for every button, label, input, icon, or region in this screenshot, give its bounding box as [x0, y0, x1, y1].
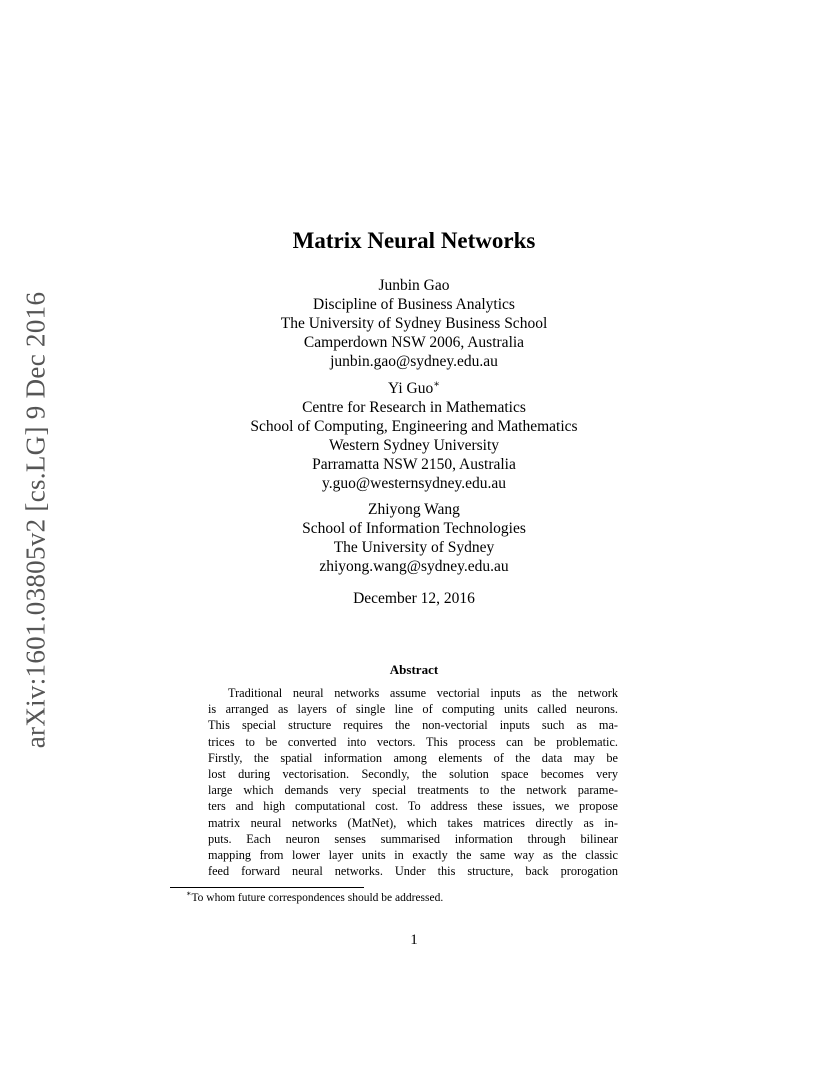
page-number: 1	[410, 932, 418, 948]
author-block-2	[0, 379, 828, 493]
author-name: Zhiyong Wang	[368, 501, 460, 518]
author-email[interactable]: y.guo@westernsydney.edu.au	[321, 475, 506, 492]
abstract-line: Firstly, the spatial information among elements of the data may be	[208, 750, 618, 765]
affiliation-line: Parramatta NSW 2150, Australia	[312, 456, 516, 473]
author-name: Junbin Gao	[378, 277, 450, 294]
affiliation-line: Camperdown NSW 2006, Australia	[303, 334, 525, 351]
affiliation-line: Discipline of Business Analytics	[313, 296, 515, 313]
affiliation-line: Centre for Research in Mathematics	[302, 399, 526, 416]
footnote-marker: ∗	[186, 889, 192, 899]
footnote	[186, 889, 444, 904]
abstract-line: matrix neural networks (MatNet), which takes matrices directly as in-	[208, 815, 618, 830]
abstract-line: ters and high computational cost. To address these issues, we propose	[208, 799, 618, 814]
affiliation-line: School of Information Technologies	[302, 520, 526, 537]
abstract-line: feed forward neural networks. Under this structure, back prorogation	[208, 864, 618, 879]
author-email[interactable]: junbin.gao@sydney.edu.au	[330, 353, 498, 370]
abstract-line: trices to be converted into vectors. This process can be problematic.	[208, 734, 618, 749]
abstract-line: large which demands very special treatments to the network parame-	[208, 783, 618, 798]
footnote-marker: ∗	[433, 378, 440, 390]
abstract-line: Traditional neural networks assume vectorial inputs as the network	[228, 686, 618, 700]
arxiv-identifier-stamp[interactable]: arXiv:1601.03805v2 [cs.LG] 9 Dec 2016	[20, 291, 51, 749]
paper-date: December 12, 2016	[353, 590, 475, 607]
author-name: Yi Guo	[387, 380, 434, 397]
footnote-text: To whom future correspondences should be addressed.	[191, 892, 444, 904]
paper-title: Matrix Neural Networks	[292, 228, 536, 253]
footnote-divider	[170, 887, 364, 888]
abstract-line: mapping from lower layer units in exactly the same way as the classic	[208, 848, 618, 863]
abstract-line: This special structure requires the non-vectorial inputs such as ma-	[208, 718, 618, 733]
affiliation-line: The University of Sydney Business School	[280, 315, 548, 332]
affiliation-line: Western Sydney University	[328, 437, 500, 454]
author-email[interactable]: zhiyong.wang@sydney.edu.au	[319, 558, 509, 575]
author-name-row	[0, 379, 828, 398]
affiliation-line: School of Computing, Engineering and Mathematics	[250, 418, 578, 435]
abstract-body	[208, 685, 618, 879]
author-block-3	[0, 500, 828, 576]
author-block-1	[0, 276, 828, 371]
abstract-line: lost during vectorisation. Secondly, the solution space becomes very	[208, 767, 618, 782]
affiliation-line: The University of Sydney	[333, 539, 495, 556]
abstract-line: puts. Each neuron senses summarised information through bilinear	[208, 831, 618, 846]
abstract-line: is arranged as layers of single line of computing units called neurons.	[208, 702, 618, 717]
abstract-heading: Abstract	[389, 662, 439, 677]
